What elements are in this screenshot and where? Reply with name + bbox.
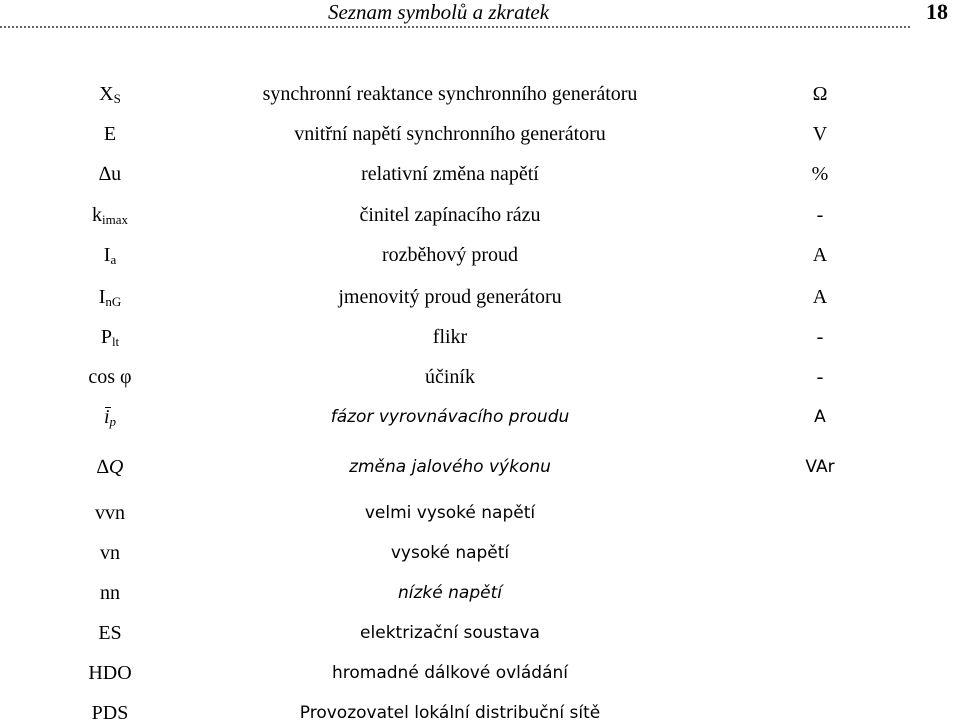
unit: VAr [805, 457, 835, 477]
abbreviation-row [0, 700, 960, 726]
description: elektrizační soustava [360, 623, 540, 643]
description: jmenovitý proud generátoru [338, 286, 562, 308]
symbol-row [0, 324, 960, 350]
unit: Ω [812, 83, 828, 105]
running-header-title: Seznam symbolů a zkratek [328, 0, 550, 24]
unit: % [811, 163, 829, 185]
symbol: $i_p$ [103, 406, 117, 429]
unit: V [812, 123, 828, 145]
phasor-symbol: i [103, 406, 110, 428]
symbol-row [0, 121, 960, 147]
abbreviation: vn [100, 542, 120, 564]
unit: - [816, 366, 824, 388]
description: Provozovatel lokální distribuční sítě [299, 703, 601, 723]
description: vnitřní napětí synchronního generátoru [294, 123, 606, 145]
description: hromadné dálkové ovládání [332, 663, 568, 683]
symbol: E [103, 123, 117, 145]
abbreviation: vvn [95, 502, 125, 524]
symbol-row [0, 404, 960, 430]
description: fázor vyrovnávacího proudu [330, 407, 570, 427]
abbreviation-row [0, 620, 960, 646]
symbol: $I_a$ [103, 244, 117, 267]
symbol-row [0, 242, 960, 268]
abbreviation-row [0, 500, 960, 526]
symbol-row [0, 364, 960, 390]
symbol: cos φ [88, 366, 132, 388]
description: vysoké napětí [390, 543, 510, 563]
symbol: ∆u [98, 163, 122, 185]
page-number: 18 [926, 0, 948, 24]
header-dotted-rule [0, 26, 910, 28]
symbol-row [0, 202, 960, 228]
description: relativní změna napětí [361, 163, 539, 185]
abbreviation: PDS [91, 702, 129, 724]
symbol: $k_{imax}$ [92, 204, 128, 227]
symbol-row [0, 161, 960, 187]
description: změna jalového výkonu [349, 457, 551, 477]
abbreviation-row [0, 580, 960, 606]
description: účiník [425, 366, 475, 388]
symbol: ∆Q [96, 456, 124, 478]
unit: A [814, 407, 826, 427]
description: rozběhový proud [381, 244, 519, 266]
description: flikr [432, 326, 468, 348]
symbol-row [0, 284, 960, 310]
description: nízké napětí [398, 583, 502, 603]
abbreviation: HDO [88, 662, 132, 684]
symbol-row [0, 81, 960, 107]
abbreviation-row [0, 660, 960, 686]
description: činitel zapínacího rázu [359, 204, 541, 226]
abbreviation-row [0, 540, 960, 566]
unit: A [812, 244, 828, 266]
unit: - [816, 326, 824, 348]
symbol-row [0, 454, 960, 480]
symbol: $I_{nG}$ [98, 286, 122, 309]
symbol: $P_{lt}$ [100, 326, 120, 349]
symbol: $X_S$ [99, 83, 121, 106]
description: synchronní reaktance synchronního generátoru [262, 83, 638, 105]
abbreviation: nn [100, 582, 120, 604]
abbreviation: ES [98, 622, 122, 644]
unit: A [812, 286, 828, 308]
unit: - [816, 204, 824, 226]
description: velmi vysoké napětí [364, 503, 536, 523]
